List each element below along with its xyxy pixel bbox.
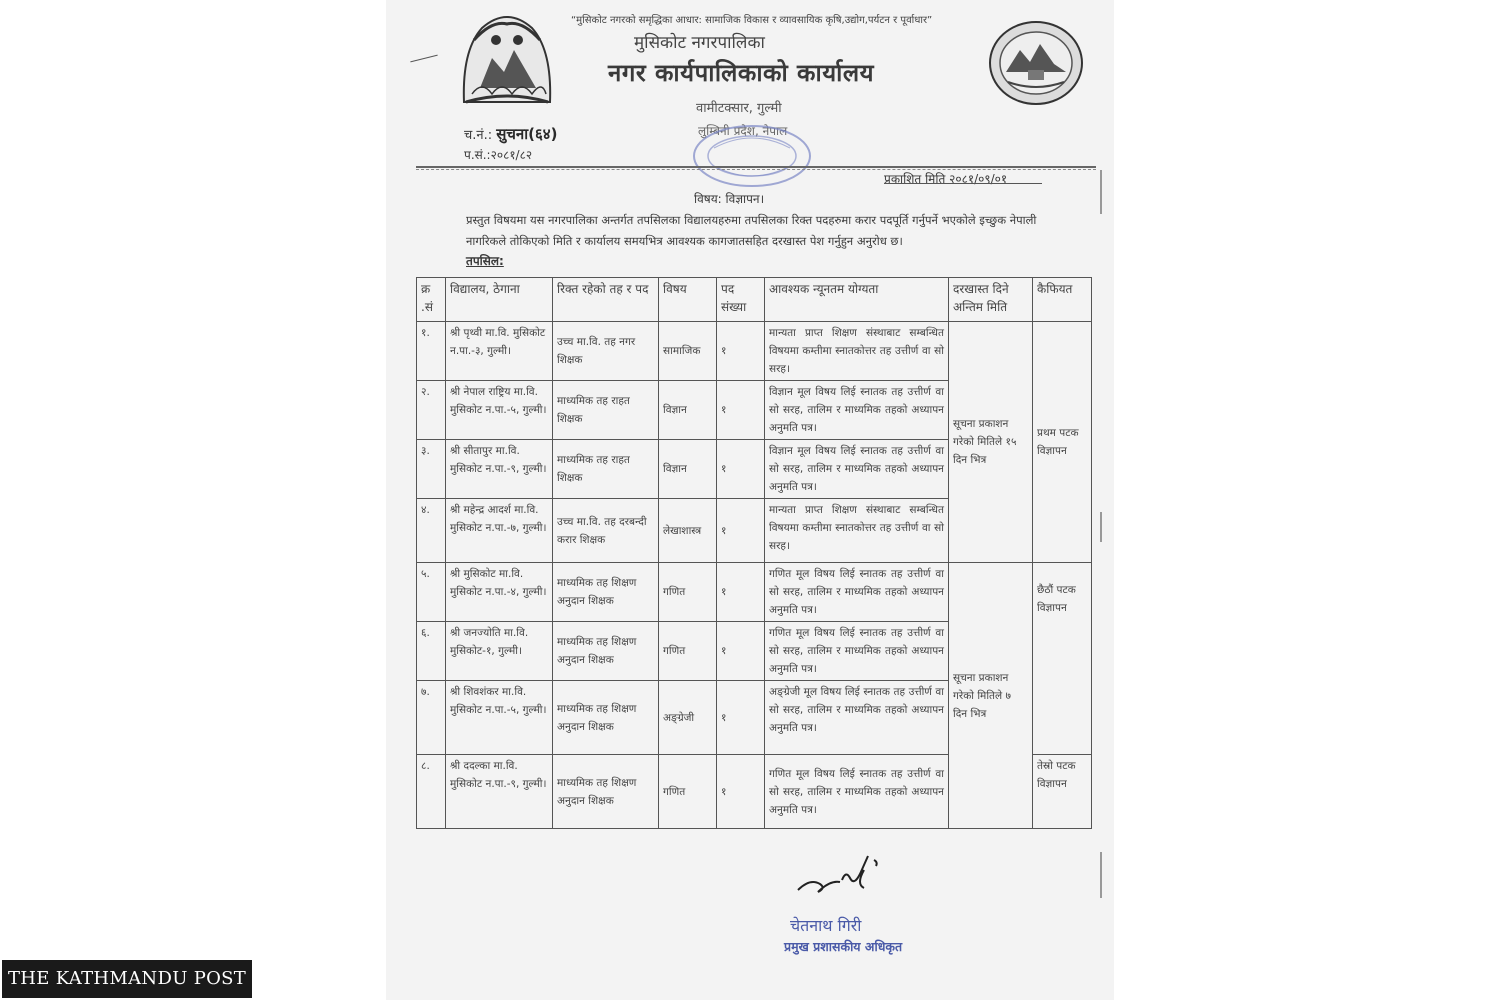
reference-handwritten: सुचना(६४) <box>496 125 558 143</box>
table-row <box>417 563 1092 622</box>
cell-school: श्री जनज्योति मा.वि. मुसिकोट-१, गुल्मी। <box>446 622 553 681</box>
vacancy-table <box>416 277 1092 829</box>
municipal-tagline: “मुसिकोट नगरको समृद्धिका आधार: सामाजिक विकास र व्यावसायिक कृषि,उद्योग,पर्यटन र पूर्वाधार” <box>571 15 933 26</box>
cell-count: १ <box>717 681 765 755</box>
cell-count: १ <box>717 381 765 440</box>
musikot-municipality-logo-icon <box>988 20 1084 106</box>
cell-subject: अङ्ग्रेजी <box>659 681 717 755</box>
cell-deadline-15-days: सूचना प्रकाशन गरेको मितिले १५ दिन भित्र <box>949 322 1033 563</box>
office-stamp-icon <box>674 118 814 188</box>
cell-sn: ६. <box>417 622 446 681</box>
cell-school: श्री शिवशंकर मा.वि. मुसिकोट न.पा.-५, गुल्मी। <box>446 681 553 755</box>
cell-subject: सामाजिक <box>659 322 717 381</box>
cell-count: १ <box>717 622 765 681</box>
header-subject: विषय <box>659 278 717 322</box>
cell-sn: ४. <box>417 499 446 563</box>
nepal-government-emblem-icon <box>452 10 562 110</box>
notice-subject: विषय: विज्ञापन। <box>694 192 765 206</box>
cell-post: माध्यमिक तह राहत शिक्षक <box>553 381 659 440</box>
header-remarks: कैफियत <box>1033 278 1092 322</box>
notice-body: प्रस्तुत विषयमा यस नगरपालिका अन्तर्गत तपसिलका विद्यालयहरुमा तपसिलका रिक्त पदहरुमा करार पदपूर्ति गर्नुपर्ने भएकोले इच्छुक नेपाली नागरिकले तोकिएको मिति र कार्यालय समयभित्र आवश्यक कागजातसहित दरखास्त पेश गर्नुहुन अनुरोध छ। <box>466 213 1037 248</box>
page-edge-mark <box>1100 512 1102 542</box>
cell-school: श्री महेन्द्र आदर्श मा.वि. मुसिकोट न.पा.-७, गुल्मी। <box>446 499 553 563</box>
cell-qualification: मान्यता प्राप्त शिक्षण संस्थाबाट सम्बन्धित विषयमा कम्तीमा स्नातकोत्तर तह उत्तीर्ण वा सो सरह। <box>765 322 949 381</box>
header-school: विद्यालय, ठेगाना <box>446 278 553 322</box>
reference-label: च.नं.: <box>464 128 493 143</box>
cell-subject: लेखाशास्त्र <box>659 499 717 563</box>
cell-post: माध्यमिक तह शिक्षण अनुदान शिक्षक <box>553 755 659 829</box>
cell-qualification: विज्ञान मूल विषय लिई स्नातक तह उत्तीर्ण वा सो सरह, तालिम र माध्यमिक तहको अध्यापन अनुमति पत्र। <box>765 440 949 499</box>
cell-school: श्री सीतापुर मा.वि. मुसिकोट न.पा.-९, गुल्मी। <box>446 440 553 499</box>
office-province: लुम्बिनी प्रदेश, नेपाल <box>698 124 788 138</box>
cell-sn: २. <box>417 381 446 440</box>
cell-school: श्री मुसिकोट मा.वि. मुसिकोट न.पा.-४, गुल्मी। <box>446 563 553 622</box>
cell-qualification: गणित मूल विषय लिई स्नातक तह उत्तीर्ण वा सो सरह, तालिम र माध्यमिक तहको अध्यापन अनुमति पत्र। <box>765 755 949 829</box>
cell-school: श्री नेपाल राष्ट्रिय मा.वि. मुसिकोट न.पा.-५, गुल्मी। <box>446 381 553 440</box>
published-date: प्रकाशित मिति २०८१/०९/०१ <box>884 172 1008 186</box>
notice-document <box>386 0 1114 1000</box>
header-sn: क्र .सं <box>417 278 446 322</box>
cell-sn: ८. <box>417 755 446 829</box>
cell-qualification: मान्यता प्राप्त शिक्षण संस्थाबाट सम्बन्धित विषयमा कम्तीमा स्नातकोत्तर तह उत्तीर्ण वा सो सरह। <box>765 499 949 563</box>
header-count: पद संख्या <box>717 278 765 322</box>
cell-count: १ <box>717 440 765 499</box>
schedule-label: तपसिल: <box>466 254 504 268</box>
cell-sn: ७. <box>417 681 446 755</box>
cell-remark-sixth: छैठौं पटक विज्ञापन <box>1033 563 1092 755</box>
cell-remark-third: तेस्रो पटक विज्ञापन <box>1033 755 1092 829</box>
cell-post: माध्यमिक तह शिक्षण अनुदान शिक्षक <box>553 563 659 622</box>
cell-count: १ <box>717 499 765 563</box>
kathmandu-post-watermark: THE KATHMANDU POST <box>2 960 252 998</box>
reference-number <box>464 124 557 144</box>
header-deadline: दरखास्त दिने अन्तिम मिति <box>949 278 1033 322</box>
cell-count: १ <box>717 755 765 829</box>
municipality-name: मुसिकोट नगरपालिका <box>634 33 765 53</box>
signer-name: चेतनाथ गिरी <box>790 916 862 935</box>
cell-post: उच्च मा.वि. तह नगर शिक्षक <box>553 322 659 381</box>
cell-qualification: अङ्ग्रेजी मूल विषय लिई स्नातक तह उत्तीर्ण वा सो सरह, तालिम र माध्यमिक तहको अध्यापन अनुमति पत्र। <box>765 681 949 755</box>
cell-subject: विज्ञान <box>659 440 717 499</box>
cell-deadline-7-days: सूचना प्रकाशन गरेको मितिले ७ दिन भित्र <box>949 563 1033 829</box>
cell-count: १ <box>717 322 765 381</box>
office-title: नगर कार्यपालिकाको कार्यालय <box>608 59 875 87</box>
cell-qualification: विज्ञान मूल विषय लिई स्नातक तह उत्तीर्ण वा सो सरह, तालिम र माध्यमिक तहको अध्यापन अनुमति पत्र। <box>765 381 949 440</box>
cell-remark-first: प्रथम पटक विज्ञापन <box>1033 322 1092 563</box>
cell-post: माध्यमिक तह राहत शिक्षक <box>553 440 659 499</box>
cell-qualification: गणित मूल विषय लिई स्नातक तह उत्तीर्ण वा सो सरह, तालिम र माध्यमिक तहको अध्यापन अनुमति पत्र। <box>765 622 949 681</box>
table-row <box>417 322 1092 381</box>
cell-sn: ३. <box>417 440 446 499</box>
header-qualification: आवश्यक न्यूनतम योग्यता <box>765 278 949 322</box>
published-date-underline <box>884 183 1042 184</box>
page-edge-mark <box>1100 170 1102 214</box>
cell-post: उच्च मा.वि. तह दरबन्दी करार शिक्षक <box>553 499 659 563</box>
cell-sn: ५. <box>417 563 446 622</box>
cell-subject: गणित <box>659 755 717 829</box>
cell-subject: गणित <box>659 622 717 681</box>
table-header-row <box>417 278 1092 322</box>
handwritten-signature-icon <box>790 850 900 900</box>
office-address: वामीटक्सार, गुल्मी <box>696 101 782 116</box>
cell-subject: विज्ञान <box>659 381 717 440</box>
fiscal-year: प.सं.:२०८१/८२ <box>464 148 533 162</box>
header-post: रिक्त रहेको तह र पद <box>553 278 659 322</box>
page-edge-mark <box>1100 852 1102 898</box>
cell-subject: गणित <box>659 563 717 622</box>
signer-title: प्रमुख प्रशासकीय अधिकृत <box>784 939 903 954</box>
cell-school: श्री पृथ्वी मा.वि. मुसिकोट न.पा.-३, गुल्मी। <box>446 322 553 381</box>
cell-qualification: गणित मूल विषय लिई स्नातक तह उत्तीर्ण वा सो सरह, तालिम र माध्यमिक तहको अध्यापन अनुमति पत्र। <box>765 563 949 622</box>
cell-count: १ <box>717 563 765 622</box>
cell-school: श्री ददल्का मा.वि. मुसिकोट न.पा.-९, गुल्मी। <box>446 755 553 829</box>
cell-post: माध्यमिक तह शिक्षण अनुदान शिक्षक <box>553 681 659 755</box>
cell-sn: १. <box>417 322 446 381</box>
cell-post: माध्यमिक तह शिक्षण अनुदान शिक्षक <box>553 622 659 681</box>
